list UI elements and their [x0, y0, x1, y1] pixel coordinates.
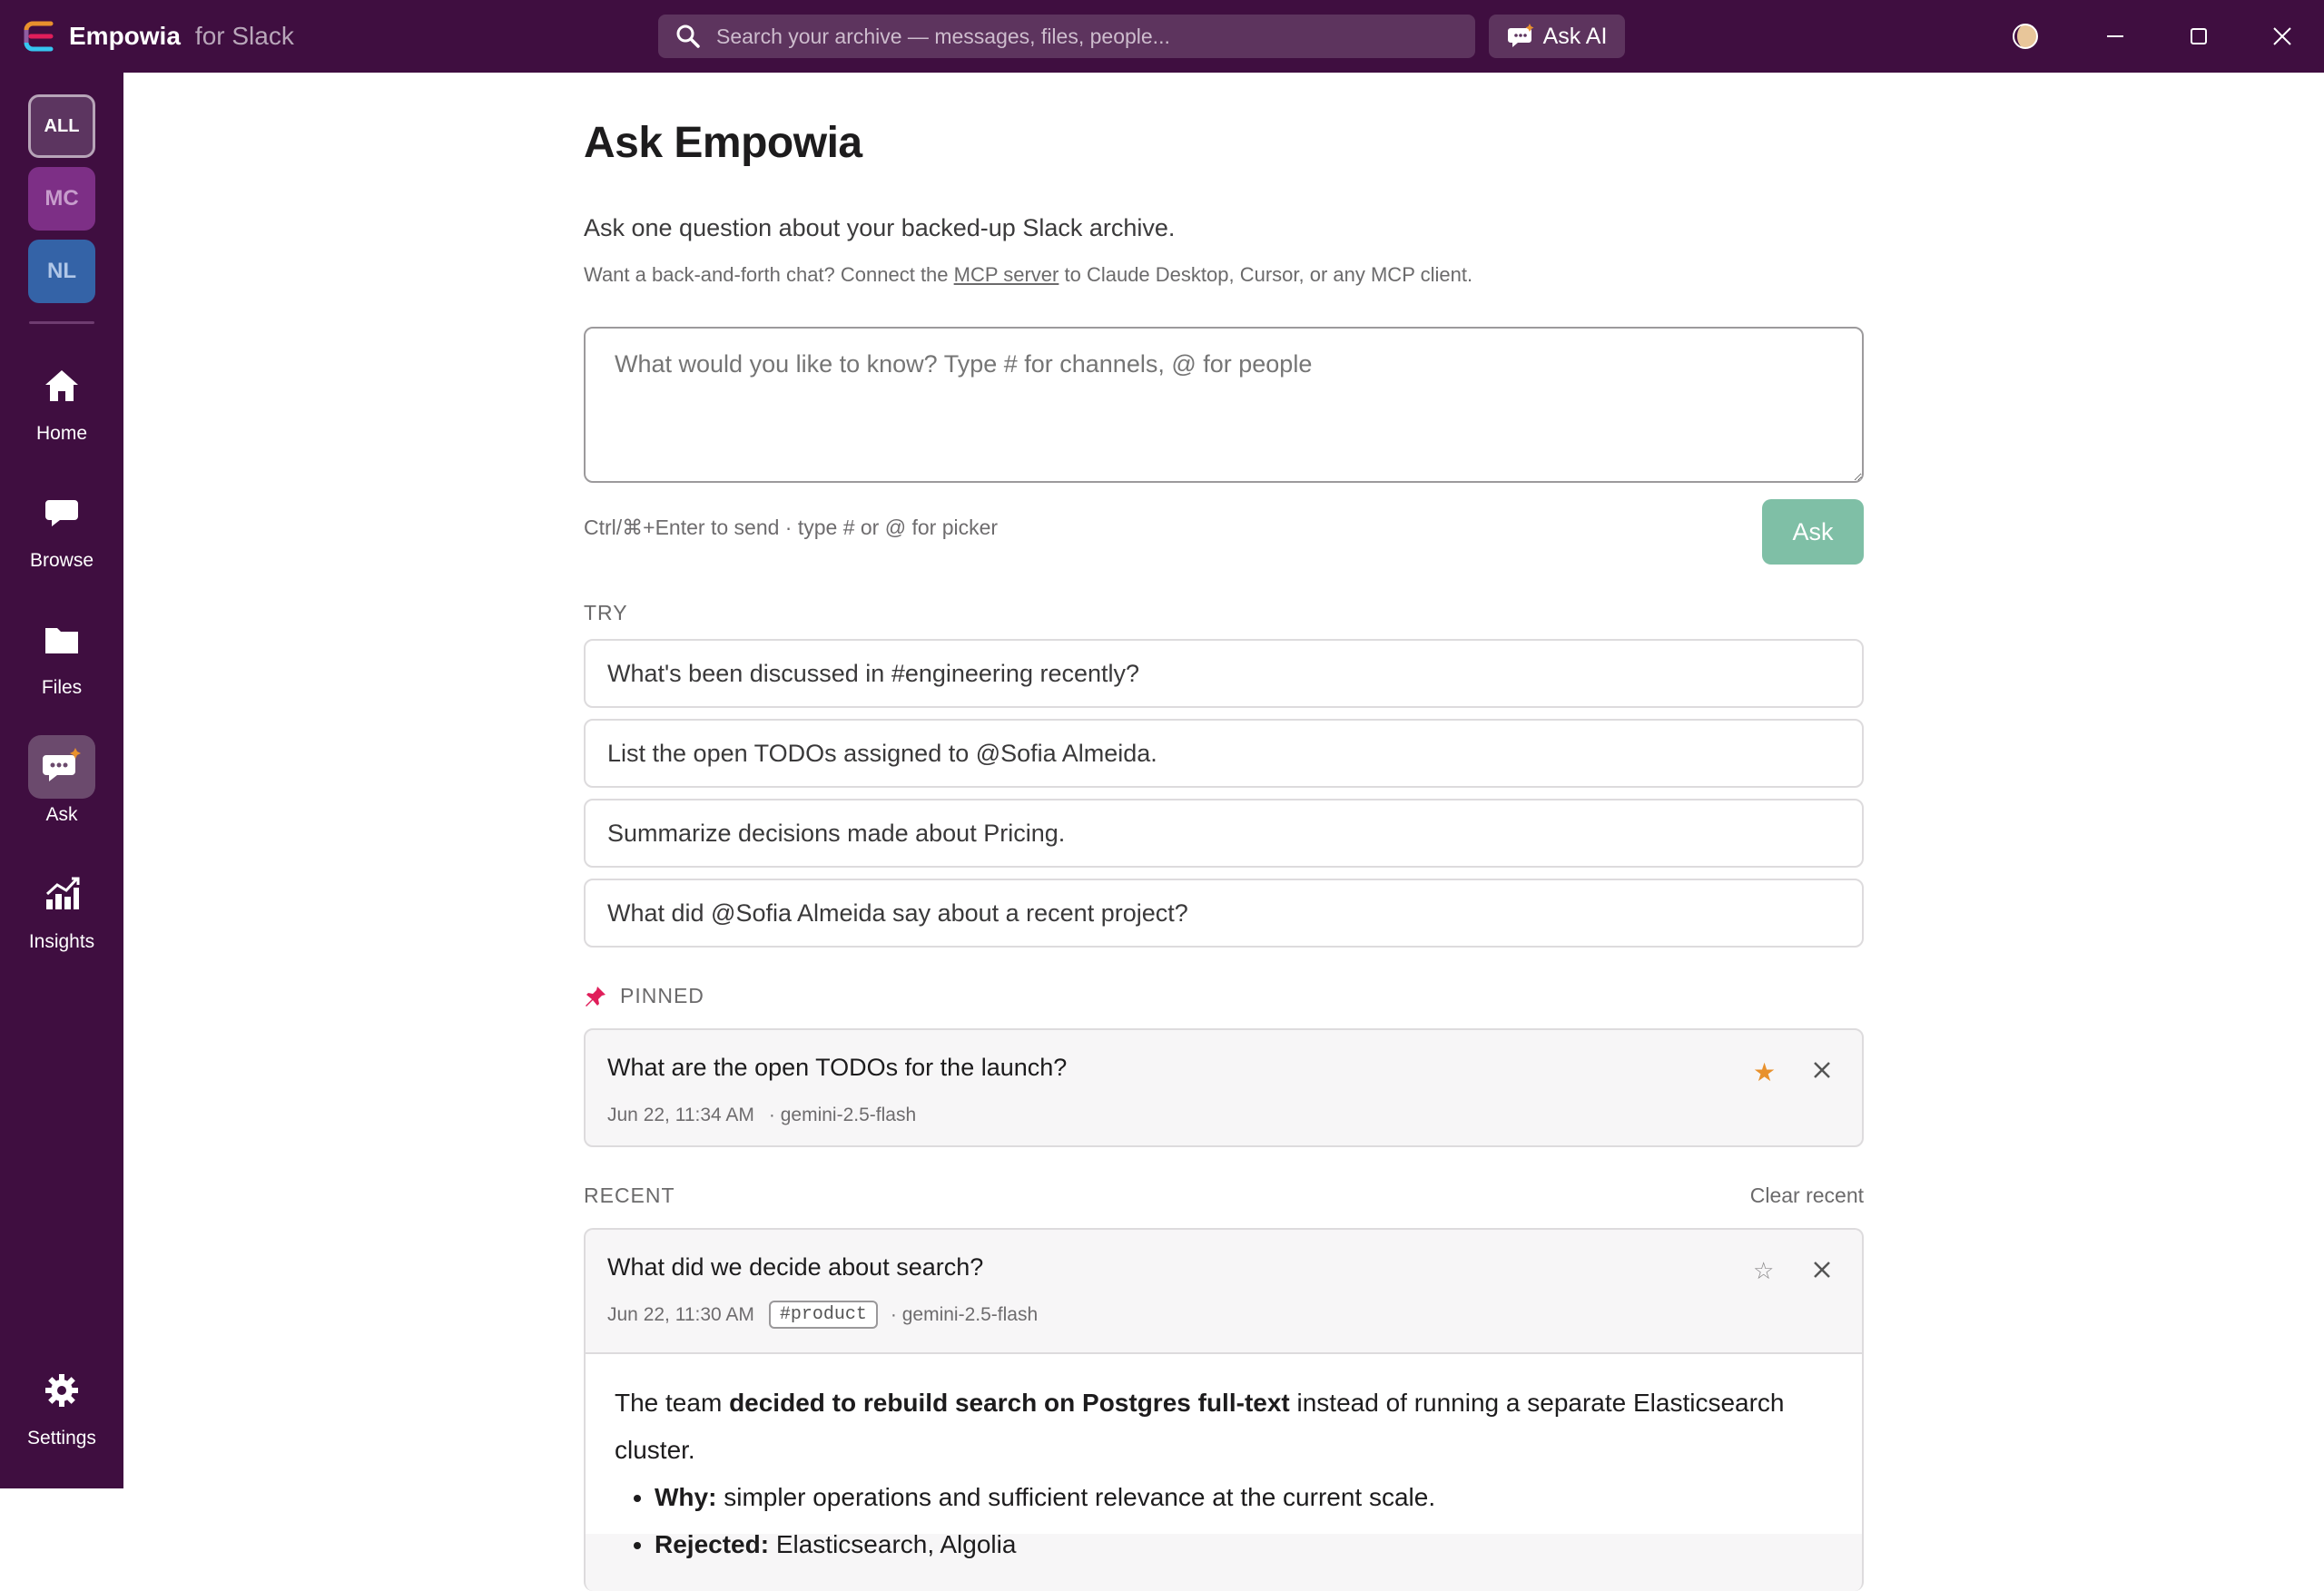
ask-ai-button[interactable]	[1489, 15, 1625, 58]
pinned-label: PINNED	[620, 984, 704, 1007]
maximize-icon	[2189, 26, 2209, 46]
nav-ask-label: Ask	[45, 804, 78, 825]
chart-icon	[28, 862, 95, 926]
bullet-text: simpler operations and sufficient relevance at the current scale.	[716, 1483, 1436, 1511]
ask-ai-label: Ask AI	[1542, 23, 1608, 49]
nav-settings[interactable]	[0, 1359, 123, 1449]
recent-meta	[607, 1301, 1038, 1329]
recent-date: Jun 22, 11:30 AM	[607, 1303, 754, 1325]
folder-icon	[28, 608, 95, 672]
nav-files-label: Files	[41, 677, 83, 698]
answer-bullets	[655, 1474, 1833, 1568]
star-outline-icon[interactable]: ☆	[1753, 1257, 1775, 1284]
bullet-label: Why:	[655, 1483, 717, 1511]
try-label: TRY	[584, 601, 628, 624]
workspace-all[interactable]: ALL	[28, 94, 95, 158]
nav-files[interactable]	[0, 608, 123, 699]
close-icon[interactable]	[1811, 1259, 1833, 1281]
recent-model: · gemini-2.5-flash	[890, 1303, 1039, 1325]
nav-insights-label: Insights	[28, 931, 95, 952]
nav-insights[interactable]	[0, 862, 123, 953]
nav-browse[interactable]	[0, 481, 123, 572]
mcp-hint	[584, 263, 1472, 287]
recent-label: RECENT	[584, 1183, 675, 1207]
close-window-button[interactable]	[2264, 18, 2300, 54]
suggestion-item[interactable]: List the open TODOs assigned to @Sofia Almeida.	[584, 719, 1864, 788]
ask-button[interactable]: Ask	[1762, 499, 1864, 565]
workspace-nl[interactable]: NL	[28, 240, 95, 303]
sidebar-divider	[29, 321, 94, 324]
answer-bullet	[655, 1474, 1833, 1521]
theme-toggle-icon[interactable]	[2011, 22, 2040, 51]
nav-settings-label: Settings	[27, 1428, 96, 1449]
search-icon	[675, 23, 702, 50]
workspace-mc[interactable]: MC	[28, 167, 95, 231]
home-icon	[28, 354, 95, 417]
clear-recent-button[interactable]: Clear recent	[1749, 1183, 1864, 1207]
star-filled-icon[interactable]: ★	[1753, 1058, 1777, 1086]
suggestion-item[interactable]: What's been discussed in #engineering recently?	[584, 639, 1864, 708]
answer-bullet	[655, 1521, 1833, 1568]
minimize-button[interactable]	[2097, 18, 2133, 54]
question-input[interactable]	[584, 327, 1864, 483]
chat-bubble-icon	[28, 481, 95, 545]
suggestion-item[interactable]: Summarize decisions made about Pricing.	[584, 799, 1864, 868]
ai-chat-icon	[1507, 23, 1534, 50]
bullet-label: Rejected:	[655, 1530, 770, 1558]
gear-icon	[28, 1359, 95, 1422]
minimize-icon	[2105, 26, 2125, 46]
pinned-question: What are the open TODOs for the launch?	[607, 1054, 1068, 1081]
close-icon[interactable]	[1811, 1059, 1833, 1081]
keyboard-hint: Ctrl/⌘+Enter to send · type # or @ for picker	[584, 516, 999, 539]
suggestion-item[interactable]: What did @Sofia Almeida say about a recent project?	[584, 879, 1864, 948]
answer-intro-bold: decided to rebuild search on Postgres full-text	[729, 1389, 1290, 1417]
recent-question: What did we decide about search?	[607, 1253, 984, 1281]
brand	[24, 20, 294, 53]
pinned-date: Jun 22, 11:34 AM	[607, 1105, 754, 1125]
close-icon	[2272, 26, 2292, 46]
maximize-button[interactable]	[2181, 18, 2217, 54]
mcp-hint-pre: Want a back-and-forth chat? Connect the	[584, 263, 954, 286]
answer-intro-post: instead of running a separate Elasticsearch cluster.	[615, 1389, 1785, 1464]
nav-home[interactable]	[0, 354, 123, 445]
pin-icon	[584, 985, 607, 1008]
mcp-hint-post: to Claude Desktop, Cursor, or any MCP client.	[1059, 263, 1473, 286]
pinned-item[interactable]	[584, 1028, 1864, 1147]
pinned-header	[584, 984, 704, 1008]
answer-intro-pre: The team	[615, 1389, 730, 1417]
mcp-server-link[interactable]: MCP server	[953, 263, 1059, 286]
app-name: Empowia	[69, 22, 181, 50]
recent-answer	[584, 1352, 1864, 1558]
app-suffix: for Slack	[194, 22, 294, 50]
nav-ask[interactable]	[0, 735, 123, 826]
nav-browse-label: Browse	[29, 550, 94, 571]
pinned-meta	[607, 1105, 916, 1126]
ai-chat-icon	[28, 735, 95, 799]
answer-intro	[615, 1380, 1833, 1474]
search-placeholder: Search your archive — messages, files, people...	[716, 24, 1170, 48]
page-subtitle: Ask one question about your backed-up Slack archive.	[584, 214, 1176, 241]
pinned-model: · gemini-2.5-flash	[768, 1105, 917, 1125]
empowia-logo-icon	[24, 20, 54, 53]
bullet-text: Elasticsearch, Algolia	[769, 1530, 1017, 1558]
nav-home-label: Home	[35, 423, 88, 444]
search-input[interactable]	[658, 15, 1475, 58]
page-title: Ask Empowia	[584, 119, 862, 167]
title-bar	[0, 0, 2324, 73]
channel-tag: #product	[769, 1301, 878, 1329]
